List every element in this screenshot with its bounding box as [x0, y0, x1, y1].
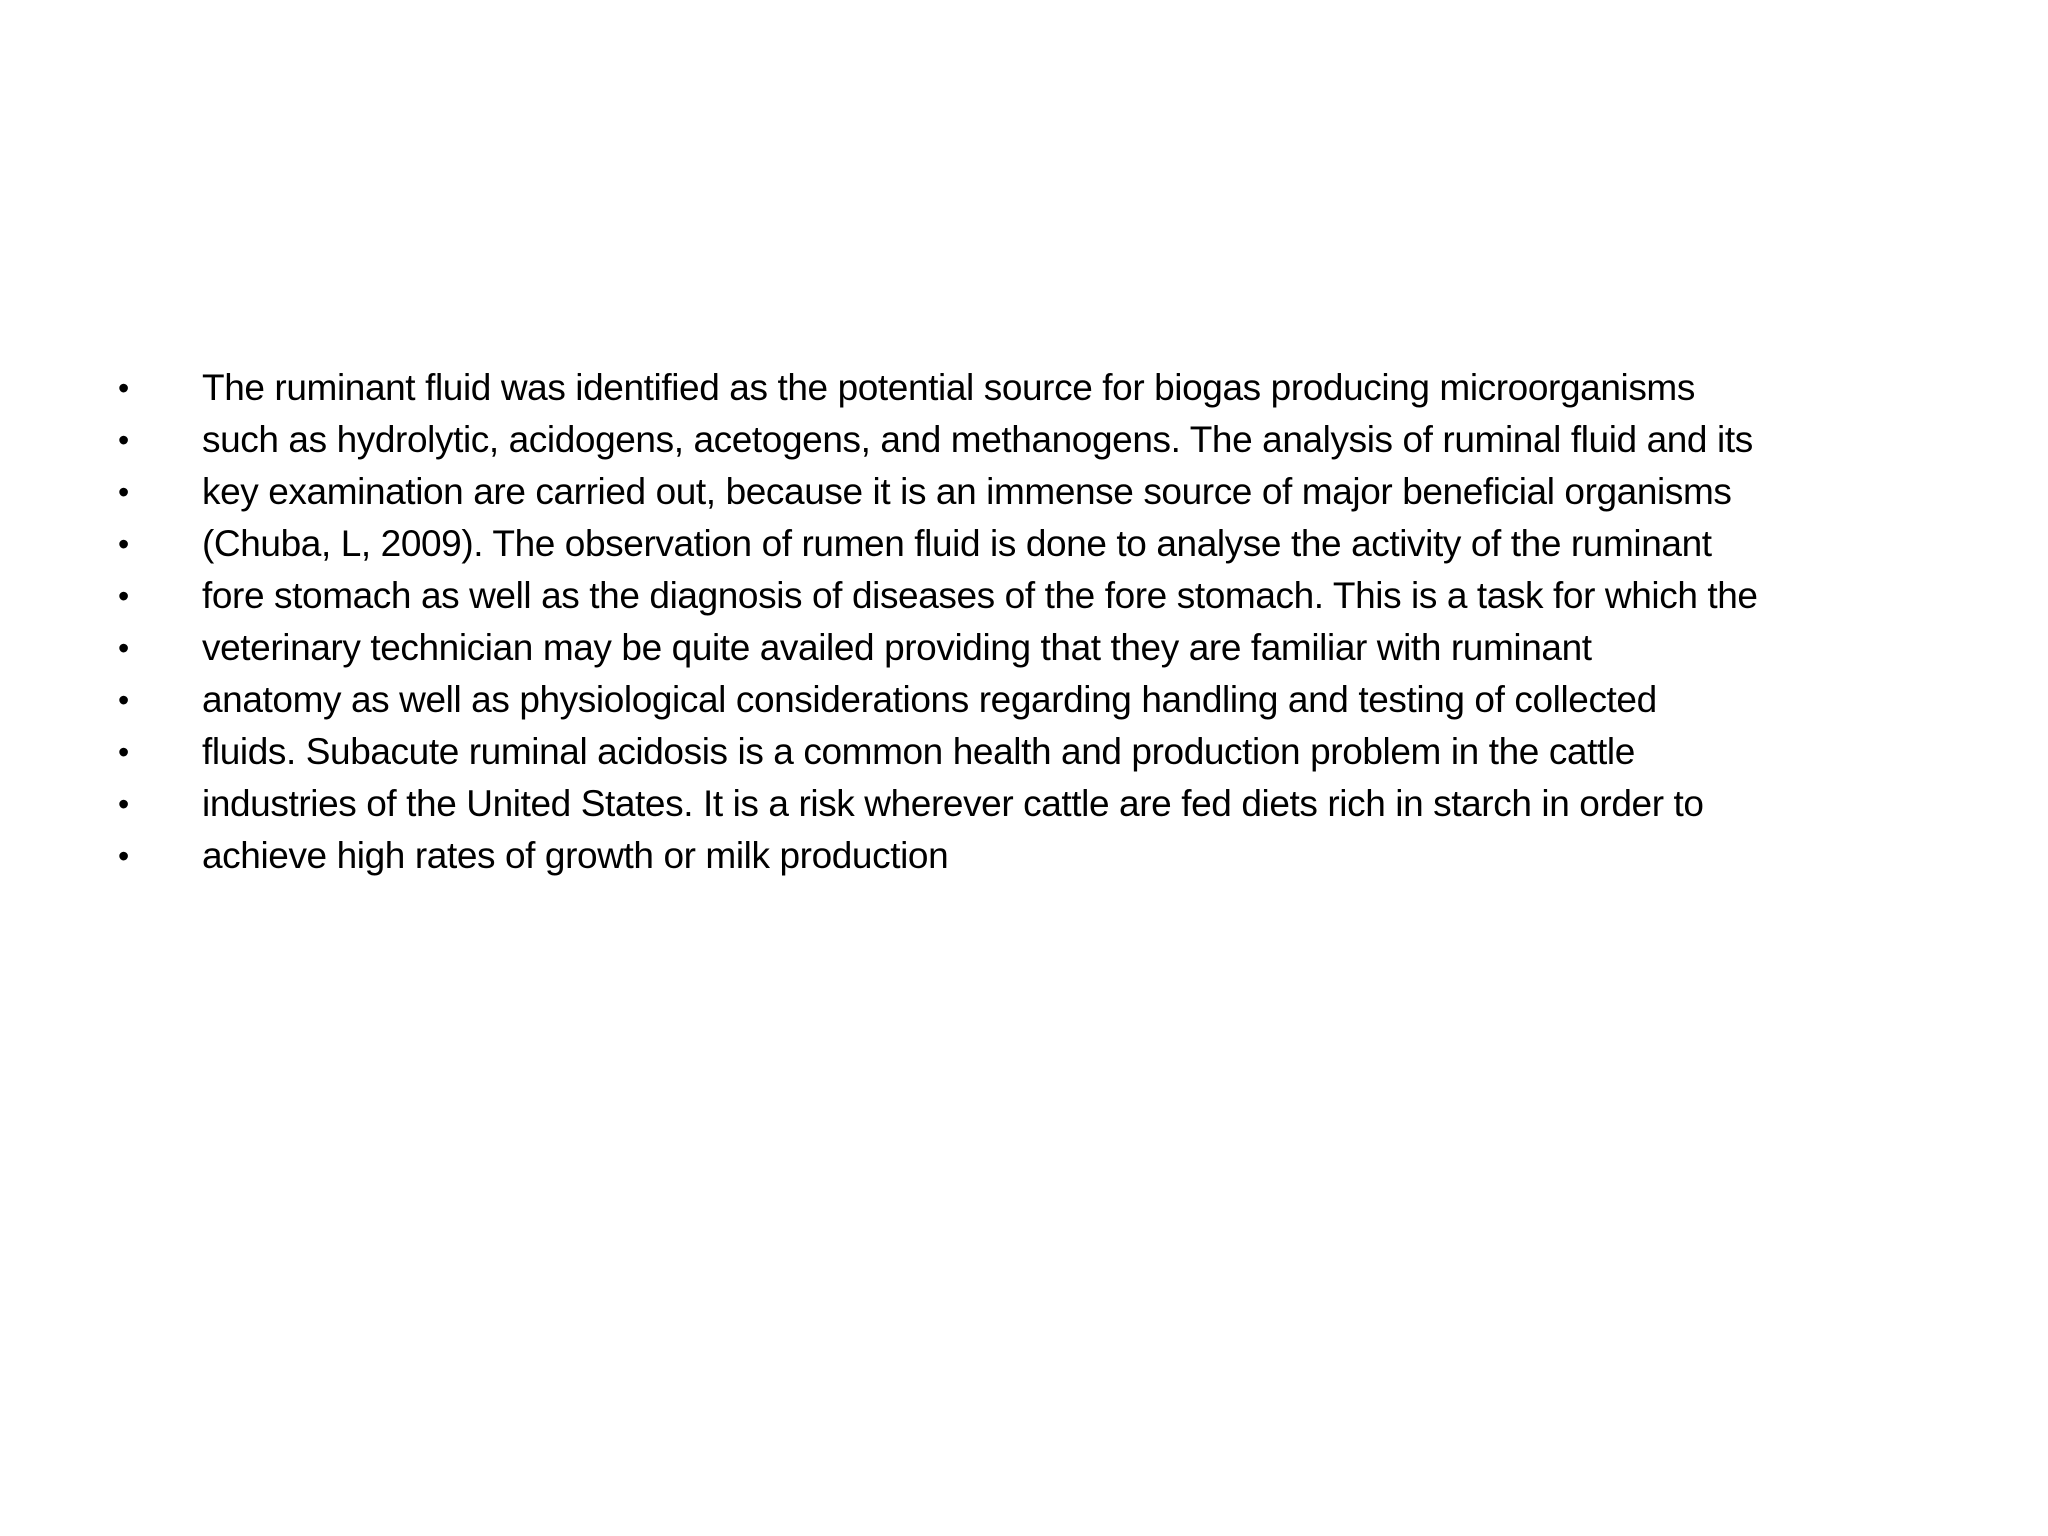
bullet-icon: •: [118, 422, 130, 458]
bullet-text: key examination are carried out, because it is an immense source of major beneficial organisms: [202, 471, 1732, 512]
bullet-line: [118, 674, 2018, 726]
bullet-icon: •: [118, 682, 130, 718]
bullet-text: fore stomach as well as the diagnosis of diseases of the fore stomach. This is a task for which the: [202, 575, 1758, 616]
bullet-icon: •: [118, 734, 130, 770]
bullet-text: such as hydrolytic, acidogens, acetogens, and methanogens. The analysis of ruminal fluid and its: [202, 419, 1753, 460]
bullet-icon: •: [118, 786, 130, 822]
bullet-icon: •: [118, 578, 130, 614]
bullet-line: [118, 414, 2018, 466]
bullet-line: [118, 518, 2018, 570]
bullet-icon: •: [118, 474, 130, 510]
bullet-line: [118, 778, 2018, 830]
bullet-icon: •: [118, 526, 130, 562]
bullet-text: anatomy as well as physiological considerations regarding handling and testing of collected: [202, 679, 1657, 720]
bullet-icon: •: [118, 370, 130, 406]
bullet-icon: •: [118, 838, 130, 874]
bullet-line: [118, 830, 2018, 882]
bullet-list: [118, 362, 2018, 882]
bullet-text: industries of the United States. It is a risk wherever cattle are fed diets rich in starch in order to: [202, 783, 1704, 824]
bullet-text: veterinary technician may be quite availed providing that they are familiar with ruminant: [202, 627, 1592, 668]
bullet-line: [118, 622, 2018, 674]
bullet-line: [118, 466, 2018, 518]
bullet-line: [118, 362, 2018, 414]
bullet-line: [118, 726, 2018, 778]
bullet-text: The ruminant fluid was identified as the potential source for biogas producing microorganisms: [202, 367, 1695, 408]
bullet-line: [118, 570, 2018, 622]
bullet-text: (Chuba, L, 2009). The observation of rumen fluid is done to analyse the activity of the ruminant: [202, 523, 1712, 564]
bullet-icon: •: [118, 630, 130, 666]
bullet-text: achieve high rates of growth or milk production: [202, 835, 949, 876]
bullet-text: fluids. Subacute ruminal acidosis is a common health and production problem in the cattle: [202, 731, 1635, 772]
